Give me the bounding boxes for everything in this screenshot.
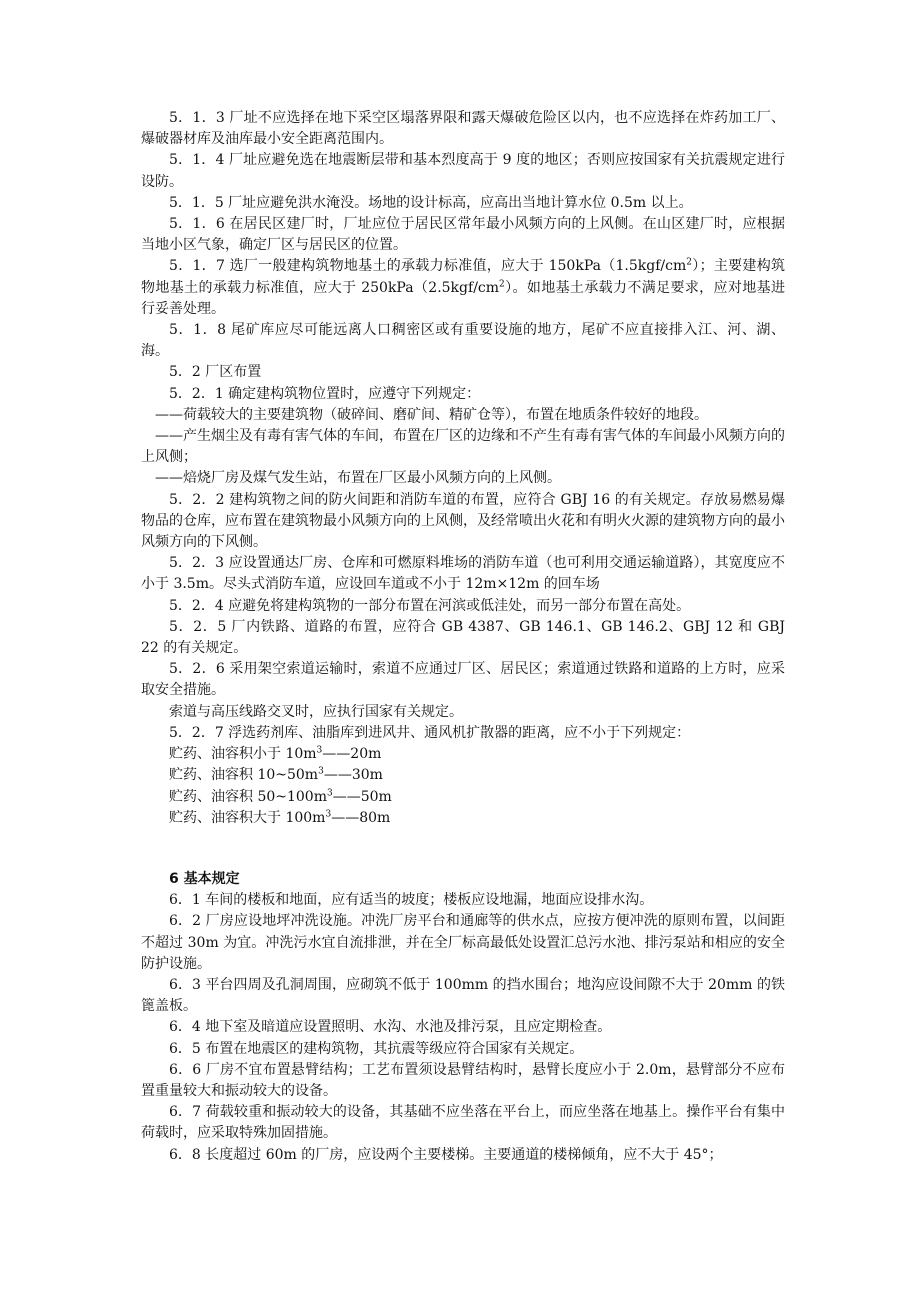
list-item-value: ——50m — [332, 788, 392, 805]
clause-6-3: 6．3 平台四周及孔洞周围，应砌筑不低于 100mm 的挡水围台；地沟应设间隙不大于 20mm 的铁篦盖板。 — [141, 976, 785, 1015]
clause-5-1-5: 5．1．5 厂址应避免洪水淹没。场地的设计标高，应高出当地计算水位 0.5m 以上。 — [169, 194, 693, 211]
list-item-value: ——80m — [331, 809, 391, 826]
superscript: 2 — [686, 257, 692, 268]
clause-5-1-7-part-b: ）；主要建构筑物地基土的承载力标准值，应大于 250kPa（2.5kgf/cm — [141, 258, 785, 296]
list-item-text: 贮药、油容积小于 10m — [169, 746, 317, 763]
clause-5-2-1-dash-1: ——荷载较大的主要建筑物（破碎间、磨矿间、精矿仓等），布置在地质条件较好的地段。 — [155, 406, 708, 423]
superscript: 2 — [499, 278, 505, 289]
clause-6-8: 6．8 长度超过 60m 的厂房，应设两个主要楼梯。主要通道的楼梯倾角，应不大于 45°； — [169, 1146, 723, 1163]
list-item — [141, 744, 785, 765]
clause-5-2-7: 5．2．7 浮选药剂库、油脂库到进风井、通风机扩散器的距离，应不小于下列规定： — [169, 724, 691, 741]
list-item-text: 贮药、油容积 50~100m — [169, 788, 327, 805]
clause-5-2-1-dash-3: ——焙烧厂房及煤气发生站，布置在厂区最小风频方向的上风侧。 — [155, 470, 561, 487]
superscript: 3 — [316, 745, 323, 756]
clause-5-1-8: 5．1．8 尾矿库应尽可能远离人口稠密区或有重要设施的地方，尾矿不应直接排入江、河、湖、海。 — [141, 322, 785, 360]
list-item — [141, 765, 785, 786]
heading-5-2: 5．2 厂区布置 — [169, 364, 262, 381]
clause-5-2-6-note: 索道与高压线路交叉时，应执行国家有关规定。 — [169, 703, 463, 720]
list-item-text: 贮药、油容积大于 100m — [169, 809, 326, 826]
clause-5-1-6: 5．1．6 在居民区建厂时，厂址应位于居民区常年最小风频方向的上风侧。在山区建厂时，应根据当地小区气象，确定厂区与居民区的位置。 — [141, 216, 785, 254]
section-6-title: 6 基本规定 — [169, 870, 240, 887]
clause-6-6: 6．6 厂房不宜布置悬臂结构；工艺布置须设悬臂结构时，悬臂长度应小于 2.0m，悬臂部分不应布置重量较大和振动较大的设备。 — [141, 1061, 785, 1099]
clause-6-7: 6．7 荷载较重和振动较大的设备，其基础不应坐落在平台上，而应坐落在地基上。操作平台有集中荷载时，应采取特殊加固措施。 — [141, 1104, 785, 1142]
section-spacer — [141, 829, 785, 869]
clause-5-2-5: 5．2．5 厂内铁路、道路的布置，应符合 GB 4387、GB 146.1、GB 146.2、GBJ 12 和 GBJ 22 的有关规定。 — [141, 618, 785, 657]
list-item-text: 贮药、油容积 10~50m — [169, 767, 319, 784]
clause-5-2-6: 5．2．6 采用架空索道运输时，索道不应通过厂区、居民区；索道通过铁路和道路的上方时，应采取安全措施。 — [141, 661, 785, 699]
superscript: 3 — [325, 809, 332, 820]
superscript: 3 — [327, 787, 333, 798]
clause-5-2-4: 5．2．4 应避免将建构筑物的一部分布置在河滨或低洼处，而另一部分布置在高处。 — [169, 597, 691, 614]
list-item — [141, 808, 785, 829]
list-item-value: ——20m — [322, 746, 382, 763]
clause-5-2-1: 5．2．1 确定建构筑物位置时，应遵守下列规定： — [169, 385, 481, 402]
list-item — [141, 787, 785, 808]
document-page — [141, 108, 785, 1166]
clause-5-1-4: 5．1．4 厂址应避免选在地震断层带和基本烈度高于 9 度的地区；否则应按国家有关抗震规定进行设防。 — [141, 152, 785, 190]
superscript: 3 — [318, 766, 324, 777]
clause-5-1-7-part-c: ）。如地基土承载力不满足要求，应对地基进行妥善处理。 — [141, 279, 785, 317]
clause-6-2: 6．2 厂房应设地坪冲洗设施。冲洗厂房平台和通廊等的供水点，应按方便冲洗的原则布置，以间距不超过 30m 为宜。冲洗污水宜自流排泄，并在全厂标高最低处设置汇总污水池、排污泵站和相应的安全防护设施。 — [141, 913, 785, 972]
clause-6-4: 6．4 地下室及暗道应设置照明、水沟、水池及排污泵，且应定期检查。 — [169, 1019, 612, 1036]
clause-5-1-7-part-a: 5．1．7 选厂一般建构筑物地基土的承载力标准值，应大于 150kPa（1.5kgf/cm — [169, 258, 687, 275]
list-item-value: ——30m — [323, 767, 383, 784]
clause-5-2-3: 5．2．3 应设置通达厂房、仓库和可燃原料堆场的消防车道（也可利用交通运输道路），其宽度应不小于 3.5m。尽头式消防车道，应设回车道或不小于 12m×12m 的回车场 — [141, 555, 785, 593]
clause-5-2-2: 5．2．2 建构筑物之间的防火间距和消防车道的布置，应符合 GBJ 16 的有关规定。存放易燃易爆物品的仓库，应布置在建筑物最小风频方向的上风侧，及经常喷出火花和有明火火源的建筑物方向的最小风频方向的下风侧。 — [141, 491, 785, 551]
clause-5-2-1-dash-2: ——产生烟尘及有毒有害气体的车间，布置在厂区的边缘和不产生有毒有害气体的车间最小风频方向的上风侧； — [141, 428, 785, 466]
clause-6-5: 6．5 布置在地震区的建构筑物，其抗震等级应符合国家有关规定。 — [169, 1040, 584, 1057]
clause-6-1: 6．1 车间的楼板和地面，应有适当的坡度；楼板应设地漏，地面应设排水沟。 — [169, 892, 654, 909]
clause-5-1-7 — [141, 256, 785, 320]
clause-5-1-3: 5．1．3 厂址不应选择在地下采空区塌落界限和露天爆破危险区以内，也不应选择在炸药加工厂、爆破器材库及油库最小安全距离范围内。 — [141, 110, 785, 148]
